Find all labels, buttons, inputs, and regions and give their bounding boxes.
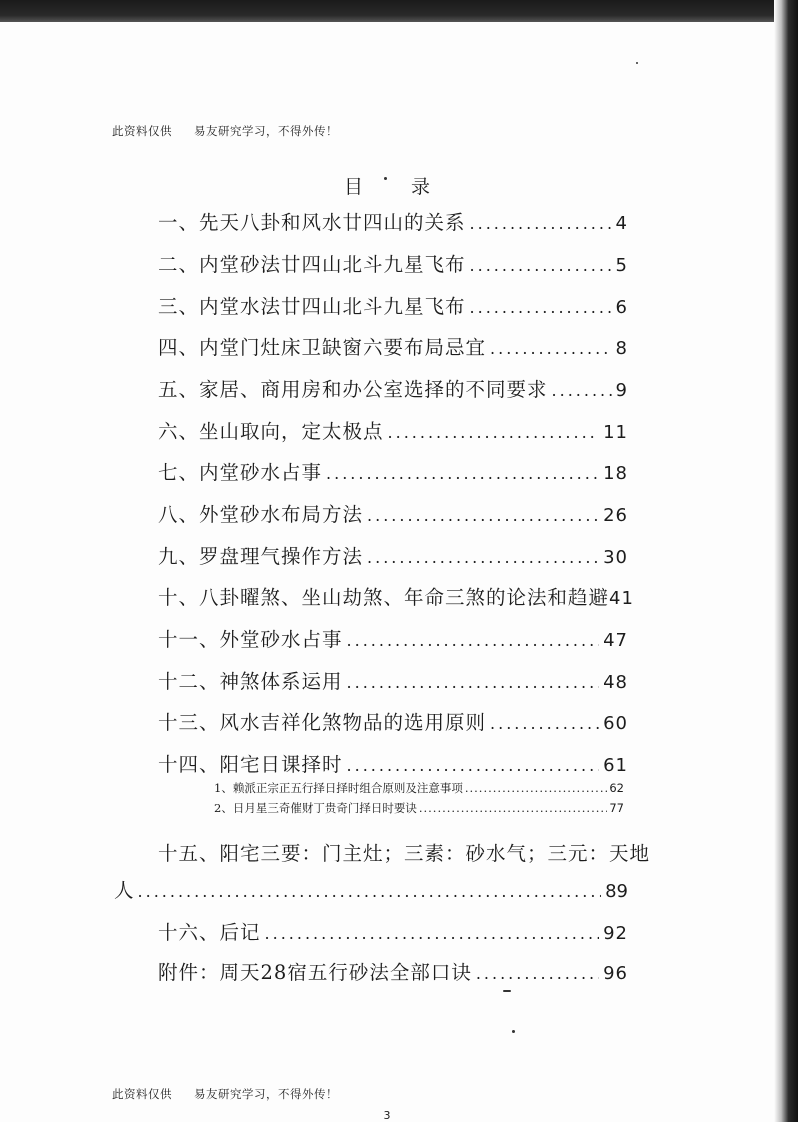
toc-entry-15-line2 (114, 876, 628, 906)
toc-entry-page: 26 (603, 505, 628, 526)
toc-entry-label: 附件：周天28宿五行砂法全部口诀 (158, 961, 472, 984)
toc-leader-dots (326, 459, 599, 489)
scan-speck (384, 177, 387, 180)
toc-entry-label: 九、罗盘理气操作方法 (158, 545, 364, 568)
toc-sub-entry-page: 77 (609, 801, 624, 815)
scan-border-right (774, 0, 798, 1122)
toc-entry-page: 18 (603, 463, 628, 484)
toc-entry-label: 八、外堂砂水布局方法 (158, 503, 364, 526)
toc-entry-11 (158, 625, 628, 655)
toc-entry-label: 六、坐山取向，定太极点 (158, 420, 384, 443)
toc-entry-8 (158, 500, 628, 530)
toc-leader-dots (367, 543, 599, 573)
toc-entry-label: 一、先天八卦和风水廿四山的关系 (158, 211, 466, 234)
toc-entry-label: 二、内堂砂法廿四山北斗九星飞布 (158, 253, 466, 276)
scan-speck (636, 62, 638, 64)
toc-entry-page: 89 (605, 881, 628, 902)
scan-border-top (0, 0, 798, 22)
toc-entry-13 (158, 708, 628, 738)
toc-entry-page: 47 (603, 630, 628, 651)
toc-entry-page: 9 (615, 380, 628, 401)
toc-entry-page: 61 (603, 755, 628, 776)
toc-entry-page: 60 (603, 713, 628, 734)
toc-sub-entry-page: 62 (609, 781, 624, 795)
toc-entry-4 (158, 333, 628, 363)
toc-leader-dots (476, 959, 599, 989)
toc-entry-page: 8 (615, 338, 628, 359)
toc-entry-page: 48 (603, 672, 628, 693)
toc-leader-dots (347, 668, 600, 698)
toc-leader-dots (347, 751, 600, 781)
scan-speck (512, 1030, 515, 1033)
toc-sub-entry-2 (214, 800, 624, 816)
toc-sub-entry-label: 1、赖派正宗正五行择日择时组合原则及注意事项 (214, 781, 463, 795)
footer-note-part1: 此资料仅供 (112, 1087, 172, 1101)
toc-entry-page: 92 (603, 923, 628, 944)
toc-entry-label: 十二、神煞体系运用 (158, 670, 343, 693)
toc-entry-page: 6 (615, 297, 628, 318)
toc-entry-12 (158, 667, 628, 697)
toc-entry-label: 十、八卦曜煞、坐山劫煞、年命三煞的论法和趋避 (158, 586, 610, 609)
toc-leader-dots (138, 877, 602, 907)
page-title (0, 172, 774, 199)
toc-entry-page: 30 (603, 547, 628, 568)
toc-sub-entry-1 (214, 780, 624, 796)
toc-leader-dots (470, 209, 612, 239)
toc-entry-15-line1: 十五、阳宅三要：门主灶；三素：砂水气；三元：天地 (158, 842, 651, 865)
toc-entry-label: 七、内堂砂水占事 (158, 461, 323, 484)
toc-entry-label: 四、内堂门灶床卫缺窗六要布局忌宜 (158, 336, 487, 359)
toc-leader-dots (470, 293, 612, 323)
toc-leader-dots (465, 780, 608, 796)
toc-entry-9 (158, 542, 628, 572)
toc-entry-7 (158, 458, 628, 488)
title-char-1: 目 (343, 176, 363, 198)
toc-entry-page: 5 (615, 255, 628, 276)
toc-entry-3 (158, 292, 628, 322)
toc-leader-dots (470, 251, 612, 281)
toc-entry-page: 11 (603, 422, 628, 443)
toc-leader-dots (419, 800, 608, 816)
toc-entry-page: 4 (615, 213, 628, 234)
footer-note-part2: 易友研究学习，不得外传！ (194, 1087, 338, 1101)
toc-leader-dots (367, 501, 599, 531)
toc-entry-page: 96 (603, 963, 628, 984)
toc-entry-label: 十一、外堂砂水占事 (158, 628, 343, 651)
toc-leader-dots (490, 709, 599, 739)
document-page (0, 22, 774, 1122)
header-note-part1: 此资料仅供 (112, 124, 172, 138)
toc-sub-entry-label: 2、日月星三奇催财丁贵奇门择日时要诀 (214, 801, 417, 815)
toc-entry-label: 五、家居、商用房和办公室选择的不同要求 (158, 378, 548, 401)
page-number: 3 (383, 1109, 391, 1122)
toc-entry-page: 41 (609, 588, 634, 609)
toc-entry-6 (158, 417, 628, 447)
toc-leader-dots (265, 919, 600, 949)
header-note (112, 123, 338, 139)
toc-entry-1 (158, 208, 628, 238)
toc-entry-label: 十六、后记 (158, 921, 261, 944)
title-char-2: 录 (411, 176, 431, 198)
toc-entry-appendix (158, 958, 628, 988)
toc-entry-14 (158, 750, 628, 780)
toc-entry-label: 三、内堂水法廿四山北斗九星飞布 (158, 295, 466, 318)
scan-speck (503, 990, 511, 992)
toc-entry-label: 十三、风水吉祥化煞物品的选用原则 (158, 711, 487, 734)
toc-entry-2 (158, 250, 628, 280)
toc-entry-label: 人 (114, 879, 134, 902)
header-note-part2: 易友研究学习，不得外传！ (194, 124, 338, 138)
toc-entry-16 (158, 918, 628, 948)
toc-leader-dots (388, 418, 600, 448)
toc-leader-dots (490, 334, 612, 364)
footer-note (112, 1086, 338, 1102)
toc-entry-label: 十四、阳宅日课择时 (158, 753, 343, 776)
toc-leader-dots (552, 376, 612, 406)
toc-leader-dots (347, 626, 600, 656)
toc-entry-5 (158, 375, 628, 405)
toc-entry-10 (158, 583, 634, 613)
